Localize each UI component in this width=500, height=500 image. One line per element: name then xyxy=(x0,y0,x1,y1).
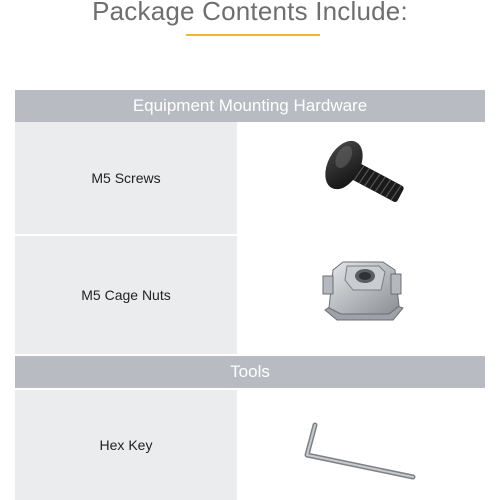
item-label: Hex Key xyxy=(15,390,237,500)
m5-screw-icon xyxy=(302,128,422,228)
hex-key-icon xyxy=(297,405,427,485)
item-image-cell xyxy=(239,390,485,500)
section-header-equipment-mounting-hardware: Equipment Mounting Hardware xyxy=(15,90,485,122)
table-row xyxy=(15,122,485,234)
item-image-cell xyxy=(239,122,485,234)
item-image-cell xyxy=(239,236,485,354)
table-row xyxy=(15,236,485,354)
m5-cage-nut-icon xyxy=(307,250,417,340)
item-label: M5 Cage Nuts xyxy=(15,236,237,354)
title-underline xyxy=(186,34,320,36)
page-title: Package Contents Include: xyxy=(92,0,408,26)
section-header-tools: Tools xyxy=(15,356,485,388)
table-row xyxy=(15,390,485,500)
item-label: M5 Screws xyxy=(15,122,237,234)
